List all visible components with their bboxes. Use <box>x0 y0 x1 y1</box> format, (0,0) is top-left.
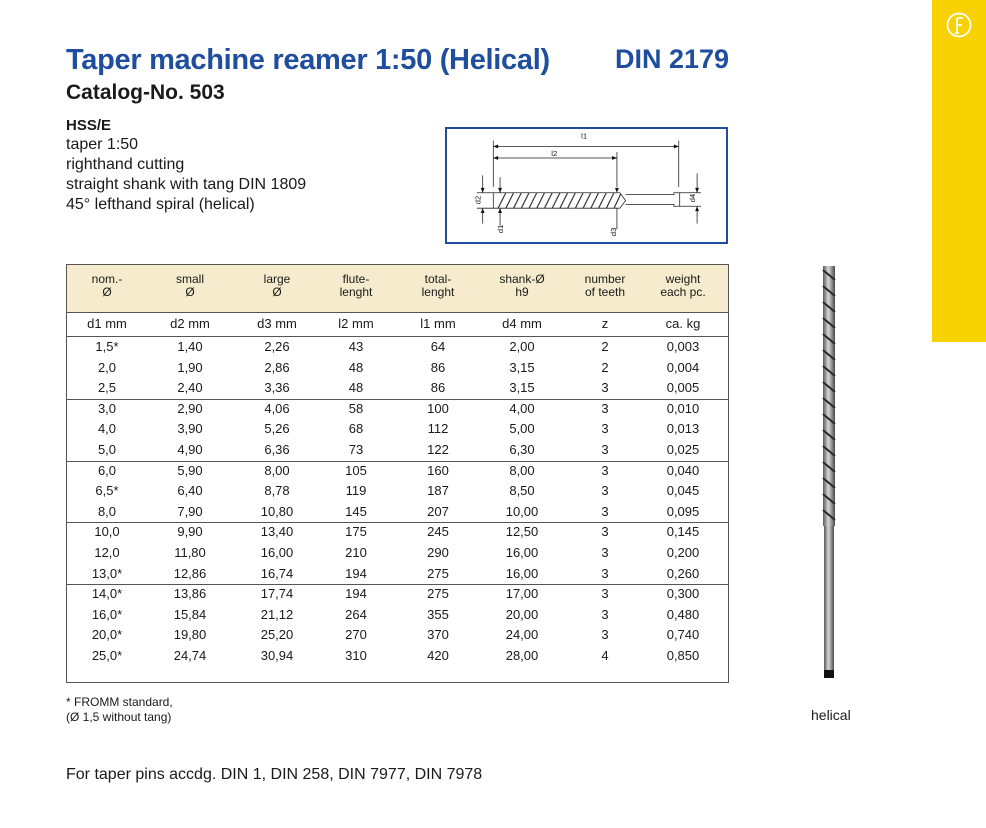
table-cell: 194 <box>345 565 367 581</box>
table-cell: 3 <box>601 503 609 519</box>
table-cell: 2,00 <box>509 339 535 354</box>
table-cell: 8,78 <box>264 483 290 499</box>
table-cell: 13,0* <box>91 565 123 581</box>
table-cell: 19,80 <box>173 627 207 643</box>
label-d4: d4 <box>688 193 698 203</box>
table-cell: 1,90 <box>177 359 203 375</box>
table-cell: 12,86 <box>173 565 207 581</box>
table-row <box>67 522 728 543</box>
spec-table <box>66 264 729 683</box>
table-cell: 0,003 <box>666 339 700 354</box>
table-cell: 86 <box>430 359 446 375</box>
table-cell: 3 <box>601 442 609 457</box>
table-cell: 112 <box>427 421 449 437</box>
material-label: HSS/E <box>66 117 112 134</box>
header-teeth: number of teeth <box>584 272 626 299</box>
table-row <box>67 378 728 400</box>
table-cell: 64 <box>430 339 446 354</box>
header-large: large Ø <box>263 272 291 299</box>
property-cutting: righthand cutting <box>66 156 185 173</box>
header-weight: weight each pc. <box>660 272 706 299</box>
table-cell: 0,040 <box>666 462 700 478</box>
unit-cell: d4 mm <box>502 316 542 331</box>
table-cell: 11,80 <box>174 545 206 560</box>
table-row <box>67 440 728 462</box>
table-cell: 105 <box>345 462 367 478</box>
table-cell: 3 <box>601 565 609 581</box>
table-cell: 10,00 <box>505 503 539 519</box>
table-cell: 0,004 <box>666 359 700 375</box>
table-cell: 17,74 <box>260 586 294 602</box>
label-d3: d3 <box>608 227 618 237</box>
table-cell: 3,15 <box>509 359 535 375</box>
table-cell: 420 <box>427 648 449 663</box>
table-cell: 16,00 <box>260 545 294 560</box>
unit-cell: ca. kg <box>665 316 701 331</box>
table-cell: 6,36 <box>264 442 290 457</box>
table-cell: 3 <box>601 627 609 643</box>
table-cell: 160 <box>427 462 449 478</box>
table-cell: 8,0 <box>97 503 117 519</box>
table-cell: 7,90 <box>177 503 203 519</box>
catalog-number: Catalog-No. 503 <box>66 81 225 104</box>
table-cell: 355 <box>427 606 449 622</box>
table-cell: 86 <box>430 380 446 396</box>
table-cell: 270 <box>345 627 367 643</box>
table-cell: 10,80 <box>260 503 294 519</box>
footnote-line: (Ø 1,5 without tang) <box>66 710 172 724</box>
table-cell: 4,00 <box>509 400 535 416</box>
table-cell: 48 <box>348 359 364 375</box>
header-small: small Ø <box>175 272 204 299</box>
table-cell: 3 <box>601 462 609 478</box>
table-cell: 3,15 <box>509 380 535 396</box>
table-cell: 1,5* <box>95 339 119 354</box>
table-cell: 30,94 <box>260 648 294 663</box>
table-cell: 20,0* <box>91 627 123 643</box>
table-cell: 12,0 <box>94 545 120 560</box>
table-cell: 194 <box>345 586 367 602</box>
table-cell: 264 <box>345 606 367 622</box>
table-row <box>67 337 728 358</box>
table-cell: 5,26 <box>264 421 290 437</box>
table-cell: 1,40 <box>177 339 203 354</box>
table-cell: 12,50 <box>505 524 539 540</box>
label-d2: d2 <box>473 195 483 205</box>
unit-cell: d2 mm <box>170 316 210 331</box>
table-cell: 3 <box>601 586 609 602</box>
table-cell: 6,5* <box>95 483 119 499</box>
unit-cell: d3 mm <box>257 316 297 331</box>
page-title: Taper machine reamer 1:50 (Helical) <box>66 44 550 76</box>
table-cell: 175 <box>345 524 367 540</box>
table-cell: 0,850 <box>666 648 700 663</box>
table-cell: 16,00 <box>505 565 539 581</box>
table-cell: 2 <box>601 359 609 375</box>
table-cell: 2 <box>601 339 609 354</box>
table-row <box>67 358 728 379</box>
table-cell: 0,145 <box>666 524 700 540</box>
table-cell: 2,40 <box>177 380 203 396</box>
label-l1: l1 <box>581 131 588 141</box>
table-unit-row <box>67 312 728 337</box>
table-cell: 28,00 <box>505 648 539 663</box>
table-cell: 20,00 <box>505 606 539 622</box>
table-cell: 24,74 <box>173 648 207 663</box>
table-cell: 2,0 <box>97 359 117 375</box>
table-cell: 13,40 <box>260 524 294 540</box>
table-cell: 370 <box>427 627 449 643</box>
table-cell: 43 <box>348 339 364 354</box>
table-cell: 145 <box>345 503 367 519</box>
table-cell: 24,00 <box>505 627 539 643</box>
table-cell: 2,26 <box>264 339 290 354</box>
table-cell: 16,00 <box>505 545 539 560</box>
table-cell: 5,90 <box>177 462 203 478</box>
table-cell: 8,50 <box>509 483 535 499</box>
table-cell: 8,00 <box>264 462 290 478</box>
table-cell: 4,0 <box>97 421 117 437</box>
footnote <box>66 695 173 725</box>
table-cell: 10,0 <box>94 524 120 540</box>
reamer-image <box>815 262 843 682</box>
header-total-length: total- lenght <box>421 272 455 299</box>
table-cell: 68 <box>348 421 364 437</box>
table-cell: 3,0 <box>97 400 117 416</box>
table-cell: 73 <box>348 442 364 457</box>
footnote-line: * FROMM standard, <box>66 695 173 709</box>
label-d1: d1 <box>495 224 505 234</box>
header-nominal: nom.- Ø <box>91 272 123 299</box>
brand-side-tab <box>932 0 986 342</box>
table-cell: 100 <box>427 400 449 416</box>
table-cell: 6,0 <box>97 462 117 478</box>
table-cell: 290 <box>427 545 449 560</box>
property-shank: straight shank with tang DIN 1809 <box>66 176 307 193</box>
label-l2: l2 <box>551 149 558 159</box>
table-cell: 275 <box>427 586 449 602</box>
table-cell: 3 <box>601 524 609 540</box>
table-cell: 48 <box>348 380 364 396</box>
table-cell: 58 <box>348 400 364 416</box>
taper-pins-note: For taper pins accdg. DIN 1, DIN 258, DIN 7977, DIN 7978 <box>66 766 483 783</box>
table-cell: 13,86 <box>173 586 207 602</box>
table-cell: 122 <box>427 442 449 457</box>
table-cell: 0,005 <box>666 380 700 396</box>
property-spiral: 45° lefthand spiral (helical) <box>66 196 255 213</box>
table-cell: 0,740 <box>666 627 700 643</box>
table-row <box>67 625 728 646</box>
table-cell: 3 <box>601 421 609 437</box>
header-shank: shank-Ø h9 <box>499 272 545 299</box>
table-row <box>67 461 728 482</box>
table-cell: 0,480 <box>666 606 700 622</box>
unit-cell: z <box>601 316 609 331</box>
table-header-row <box>67 265 728 313</box>
table-row <box>67 543 728 564</box>
table-row <box>67 646 728 667</box>
table-row <box>67 419 728 440</box>
table-cell: 17,00 <box>505 586 539 602</box>
table-cell: 14,0* <box>91 586 123 602</box>
table-cell: 3,90 <box>177 421 203 437</box>
table-cell: 2,86 <box>264 359 290 375</box>
table-cell: 21,12 <box>260 606 294 622</box>
table-row <box>67 564 728 586</box>
table-row <box>67 605 728 626</box>
table-cell: 0,045 <box>666 483 700 499</box>
image-caption: helical <box>811 707 851 723</box>
table-cell: 245 <box>427 524 449 540</box>
table-cell: 3,36 <box>264 380 290 396</box>
table-cell: 3 <box>601 400 609 416</box>
table-cell: 4,90 <box>177 442 203 457</box>
table-cell: 0,300 <box>666 586 700 602</box>
table-cell: 0,010 <box>666 400 700 416</box>
table-row <box>67 502 728 524</box>
unit-cell: l2 mm <box>338 316 374 331</box>
table-cell: 5,0 <box>97 442 117 457</box>
table-cell: 3 <box>601 606 609 622</box>
table-cell: 0,013 <box>666 421 700 437</box>
table-cell: 3 <box>601 545 609 560</box>
table-row <box>67 399 728 420</box>
table-cell: 187 <box>427 483 449 499</box>
table-cell: 207 <box>427 503 449 519</box>
table-cell: 9,90 <box>177 524 203 540</box>
table-cell: 2,5 <box>97 380 117 396</box>
property-taper: taper 1:50 <box>66 136 139 153</box>
table-cell: 6,40 <box>177 483 203 499</box>
table-cell: 4,06 <box>264 400 290 416</box>
table-cell: 0,260 <box>666 565 700 581</box>
table-row <box>67 481 728 502</box>
table-cell: 16,74 <box>260 565 294 581</box>
unit-cell: l1 mm <box>420 316 456 331</box>
table-cell: 0,095 <box>666 503 700 519</box>
table-cell: 3 <box>601 380 609 396</box>
table-cell: 119 <box>345 483 367 499</box>
table-row <box>67 584 728 605</box>
brand-logo-icon <box>946 12 972 38</box>
technical-drawing <box>445 127 728 244</box>
table-cell: 16,0* <box>91 606 123 622</box>
table-cell: 25,20 <box>260 627 294 643</box>
table-cell: 8,00 <box>509 462 535 478</box>
table-cell: 0,025 <box>666 442 700 457</box>
table-cell: 25,0* <box>91 648 123 663</box>
table-cell: 15,84 <box>173 606 207 622</box>
table-cell: 310 <box>345 648 367 663</box>
table-cell: 210 <box>345 545 367 560</box>
header-flute-length: flute- lenght <box>339 272 373 299</box>
table-cell: 275 <box>427 565 449 581</box>
unit-cell: d1 mm <box>87 316 127 331</box>
table-cell: 0,200 <box>666 545 700 560</box>
table-cell: 6,30 <box>509 442 535 457</box>
table-cell: 2,90 <box>177 400 203 416</box>
table-cell: 5,00 <box>509 421 535 437</box>
table-cell: 4 <box>601 648 609 663</box>
din-standard: DIN 2179 <box>615 44 730 74</box>
table-cell: 3 <box>601 483 609 499</box>
